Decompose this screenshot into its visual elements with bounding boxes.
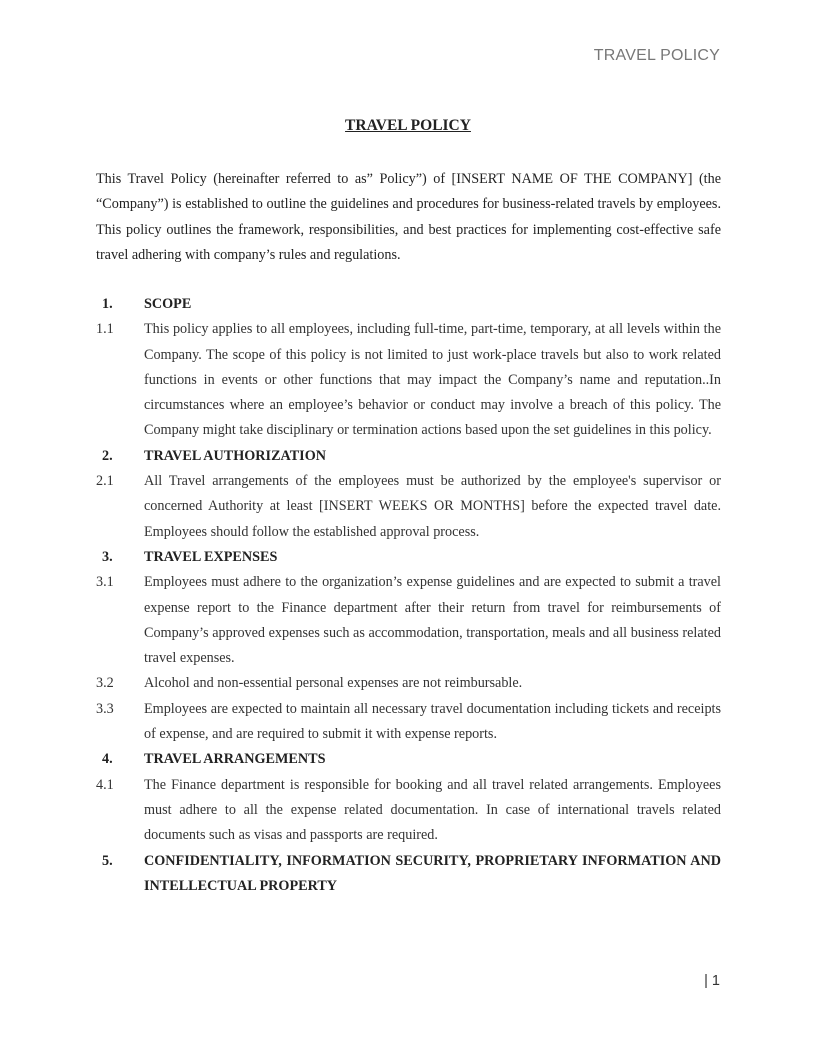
clause-text: All Travel arrangements of the employees must be authorized by the employee's supervisor or concerned Authority at least [INSERT WEEKS OR MONTHS] before the expected travel date. Employees should follow the established approval process.: [144, 473, 721, 540]
section-title: CONFIDENTIALITY, INFORMATION SECURITY, PROPRIETARY INFORMATION AND INTELLECTUAL PROPERTY: [144, 852, 721, 894]
clause-text: This policy applies to all employees, including full-time, part-time, temporary, at all levels within the Company. The scope of this policy is not limited to just work-place travels but also to work related functions in events or other functions that may impact the Company’s name and reputation..In circumstances where an employee’s behavior or conduct may involve a breach of this policy. The Company might take disciplinary or termination actions based upon the set guidelines in this policy.: [144, 321, 721, 439]
clause-number: 3.1: [96, 574, 114, 591]
intro-paragraph: This Travel Policy (hereinafter referred to as” Policy”) of [INSERT NAME OF THE COMPANY] (the “Company”) is established to outline the guidelines and procedures for business-related travels by employees. This policy outlines the framework, responsibilities, and best practices for implementing cost-effective safe travel adhering with company’s rules and regulations.: [96, 171, 721, 263]
page-header: TRAVEL POLICY: [593, 47, 720, 64]
section-heading: [96, 545, 721, 570]
clause: [96, 773, 721, 849]
section-number: 2.: [102, 447, 113, 464]
section-number: 5.: [102, 852, 113, 869]
clause: [96, 671, 721, 696]
clause: [96, 469, 721, 545]
clause: [96, 317, 721, 443]
policy-sections: [96, 292, 721, 899]
section-title: SCOPE: [144, 296, 192, 312]
section-title: TRAVEL EXPENSES: [144, 548, 278, 565]
section-heading: [96, 292, 721, 317]
section-title: TRAVEL AUTHORIZATION: [144, 447, 326, 464]
clause-number: 4.1: [96, 776, 114, 793]
section-number: 4.: [102, 751, 113, 768]
clause-text: The Finance department is responsible for booking and all travel related arrangements. Employees must adhere to all the expense related documentation. In case of international travels related documents such as visas and passports are required.: [144, 776, 721, 844]
section-number: 1.: [102, 296, 113, 312]
clause-number: 2.1: [96, 473, 114, 490]
clause-number: 1.1: [96, 321, 114, 338]
page-number: | 1: [704, 973, 720, 989]
clause-number: 3.2: [96, 675, 114, 692]
section-heading: [96, 444, 721, 469]
section-number: 3.: [102, 548, 113, 565]
clause: [96, 570, 721, 671]
document-title: TRAVEL POLICY: [345, 117, 471, 134]
section-title: TRAVEL ARRANGEMENTS: [144, 751, 326, 768]
clause-number: 3.3: [96, 700, 114, 717]
section-heading: [96, 747, 721, 772]
clause-text: Employees must adhere to the organization’s expense guidelines and are expected to submit a travel expense report to the Finance department after their return from travel for reimbursements of Company’s approved expenses such as accommodation, transportation, meals and all business related travel expenses.: [144, 574, 721, 667]
clause: [96, 697, 721, 748]
section-heading: [96, 849, 721, 900]
clause-text: Alcohol and non-essential personal expenses are not reimbursable.: [144, 675, 523, 692]
clause-text: Employees are expected to maintain all necessary travel documentation including tickets and receipts of expense, and are required to submit it with expense reports.: [144, 700, 721, 743]
